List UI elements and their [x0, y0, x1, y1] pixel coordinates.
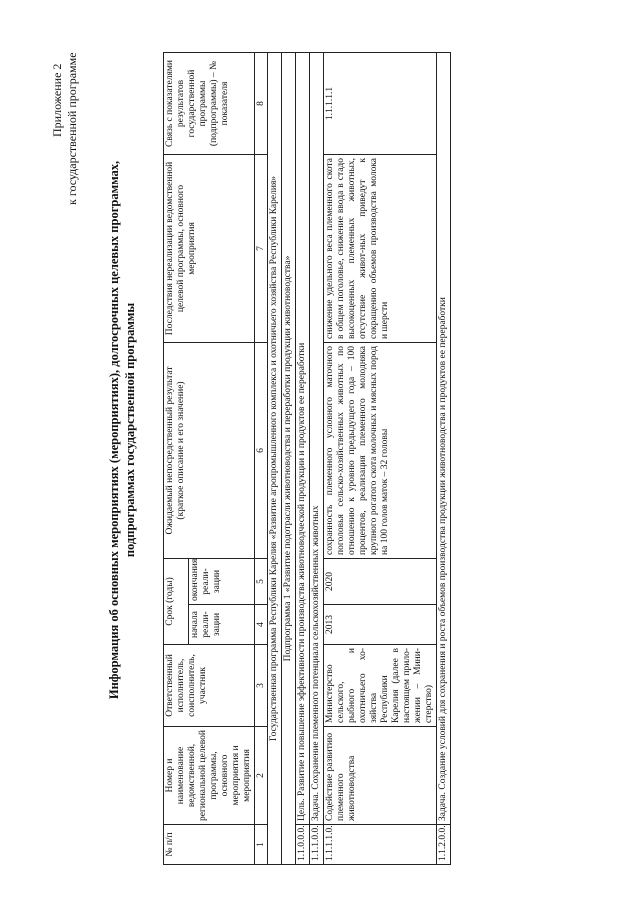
col-number-6: 6 — [255, 342, 268, 558]
activity-end-year: 2020 — [324, 558, 437, 604]
header-term: Срок (годы) — [164, 558, 189, 644]
col-number-3: 3 — [255, 645, 268, 727]
title-line-2: подпрограммах государственной программы — [123, 302, 137, 558]
program-row — [268, 52, 282, 864]
header-end: окончания реали-зации — [189, 558, 255, 604]
subprogram-row — [282, 52, 296, 864]
task2-number: 1.1.2.0.0. — [437, 825, 451, 865]
col-number-1: 1 — [255, 825, 268, 865]
header-link: Связь с показателями результатов государственной программы (подпрограммы) – № показателя — [164, 52, 255, 154]
goal-text: Цель. Развитие и повышение эффективности производства животноводческой продукции и продуктов ее переработки — [296, 52, 310, 824]
activity-result: сохранность племенного условного маточного поголовья сельско-хозяйственных животных по отношению к уровню предыдущего года – 100 процентов, реализация племенного молодняка крупного рогатого скота молочных и мясных пород на 100 голов маток – 32 головы — [324, 342, 437, 558]
activity-indicator-link: 1.1.1.1.1 — [324, 52, 437, 154]
col-number-8: 8 — [255, 52, 268, 154]
activity-name: Содействие развитию племенного животноводства — [324, 727, 437, 825]
activity-number: 1.1.1.1.0. — [324, 825, 437, 865]
header-result-main: Ожидаемый непосредственный результат — [165, 366, 175, 535]
title-line-1: Информация об основных мероприятиях (мероприятиях), долгосрочных целевых программах, — [107, 160, 121, 700]
header-number: № п/п — [164, 825, 255, 865]
appendix-line-2: к государственной программе — [65, 52, 79, 205]
goal-row — [296, 52, 310, 864]
activity-consequence: снижение удельного веса племенного скота в общем поголовье, снижение ввода в стадо высокоценных племенных животных, отсутствие живот-ных приведут к сокращению объемов производства молока и шерсти — [324, 154, 437, 342]
subprogram-title: Подпрограмма 1 «Развитие подотрасли животноводства и переработки продукции животноводства» — [282, 52, 296, 864]
header-consequence: Последствия нереализации ведомственной целевой программы, основного мероприятия — [164, 154, 255, 342]
task1-text: Задача. Сохранение племенного потенциала сельскохозяйственных животных — [310, 52, 324, 824]
col-number-2: 2 — [255, 727, 268, 825]
header-result — [164, 342, 255, 558]
appendix-line-1: Приложение 2 — [50, 63, 64, 137]
header-row-1 — [164, 52, 189, 864]
col-number-7: 7 — [255, 154, 268, 342]
activity-start-year: 2013 — [324, 605, 437, 645]
header-name: Номер и наименование ведомственной, региональной целевой программы, основного мероприятия и мероприятия — [164, 727, 255, 825]
program-title: Государственная программа Республики Карелия «Развитие агропромышленного комплекса и охотничьего хозяйства Республики Карелия» — [268, 52, 282, 864]
activities-table — [163, 52, 451, 865]
task1-number: 1.1.1.0.0. — [310, 825, 324, 865]
header-start: начала реали-зации — [189, 605, 255, 645]
col-number-4: 4 — [255, 605, 268, 645]
header-result-sub: (краткое описание и его значение) — [176, 381, 186, 520]
appendix-note — [50, 52, 80, 205]
header-executor: Ответственный исполнитель, соисполнитель, участник — [164, 645, 255, 727]
document-title — [106, 105, 138, 755]
column-numbers-row — [255, 52, 268, 864]
task-row — [437, 52, 451, 864]
activity-row — [324, 52, 437, 864]
activity-executor: Министерство сельского, рыбного и охотничьего хо-зяйства Республики Карелия (далее в настоящем прило-жении – Мини-стерство) — [324, 645, 437, 727]
goal-number: 1.1.0.0.0. — [296, 825, 310, 865]
col-number-5: 5 — [255, 558, 268, 604]
task-row — [310, 52, 324, 864]
task2-text: Задача. Создание условий для сохранения и роста объемов производства продукции животноводства и продуктов ее переработки — [437, 52, 451, 824]
